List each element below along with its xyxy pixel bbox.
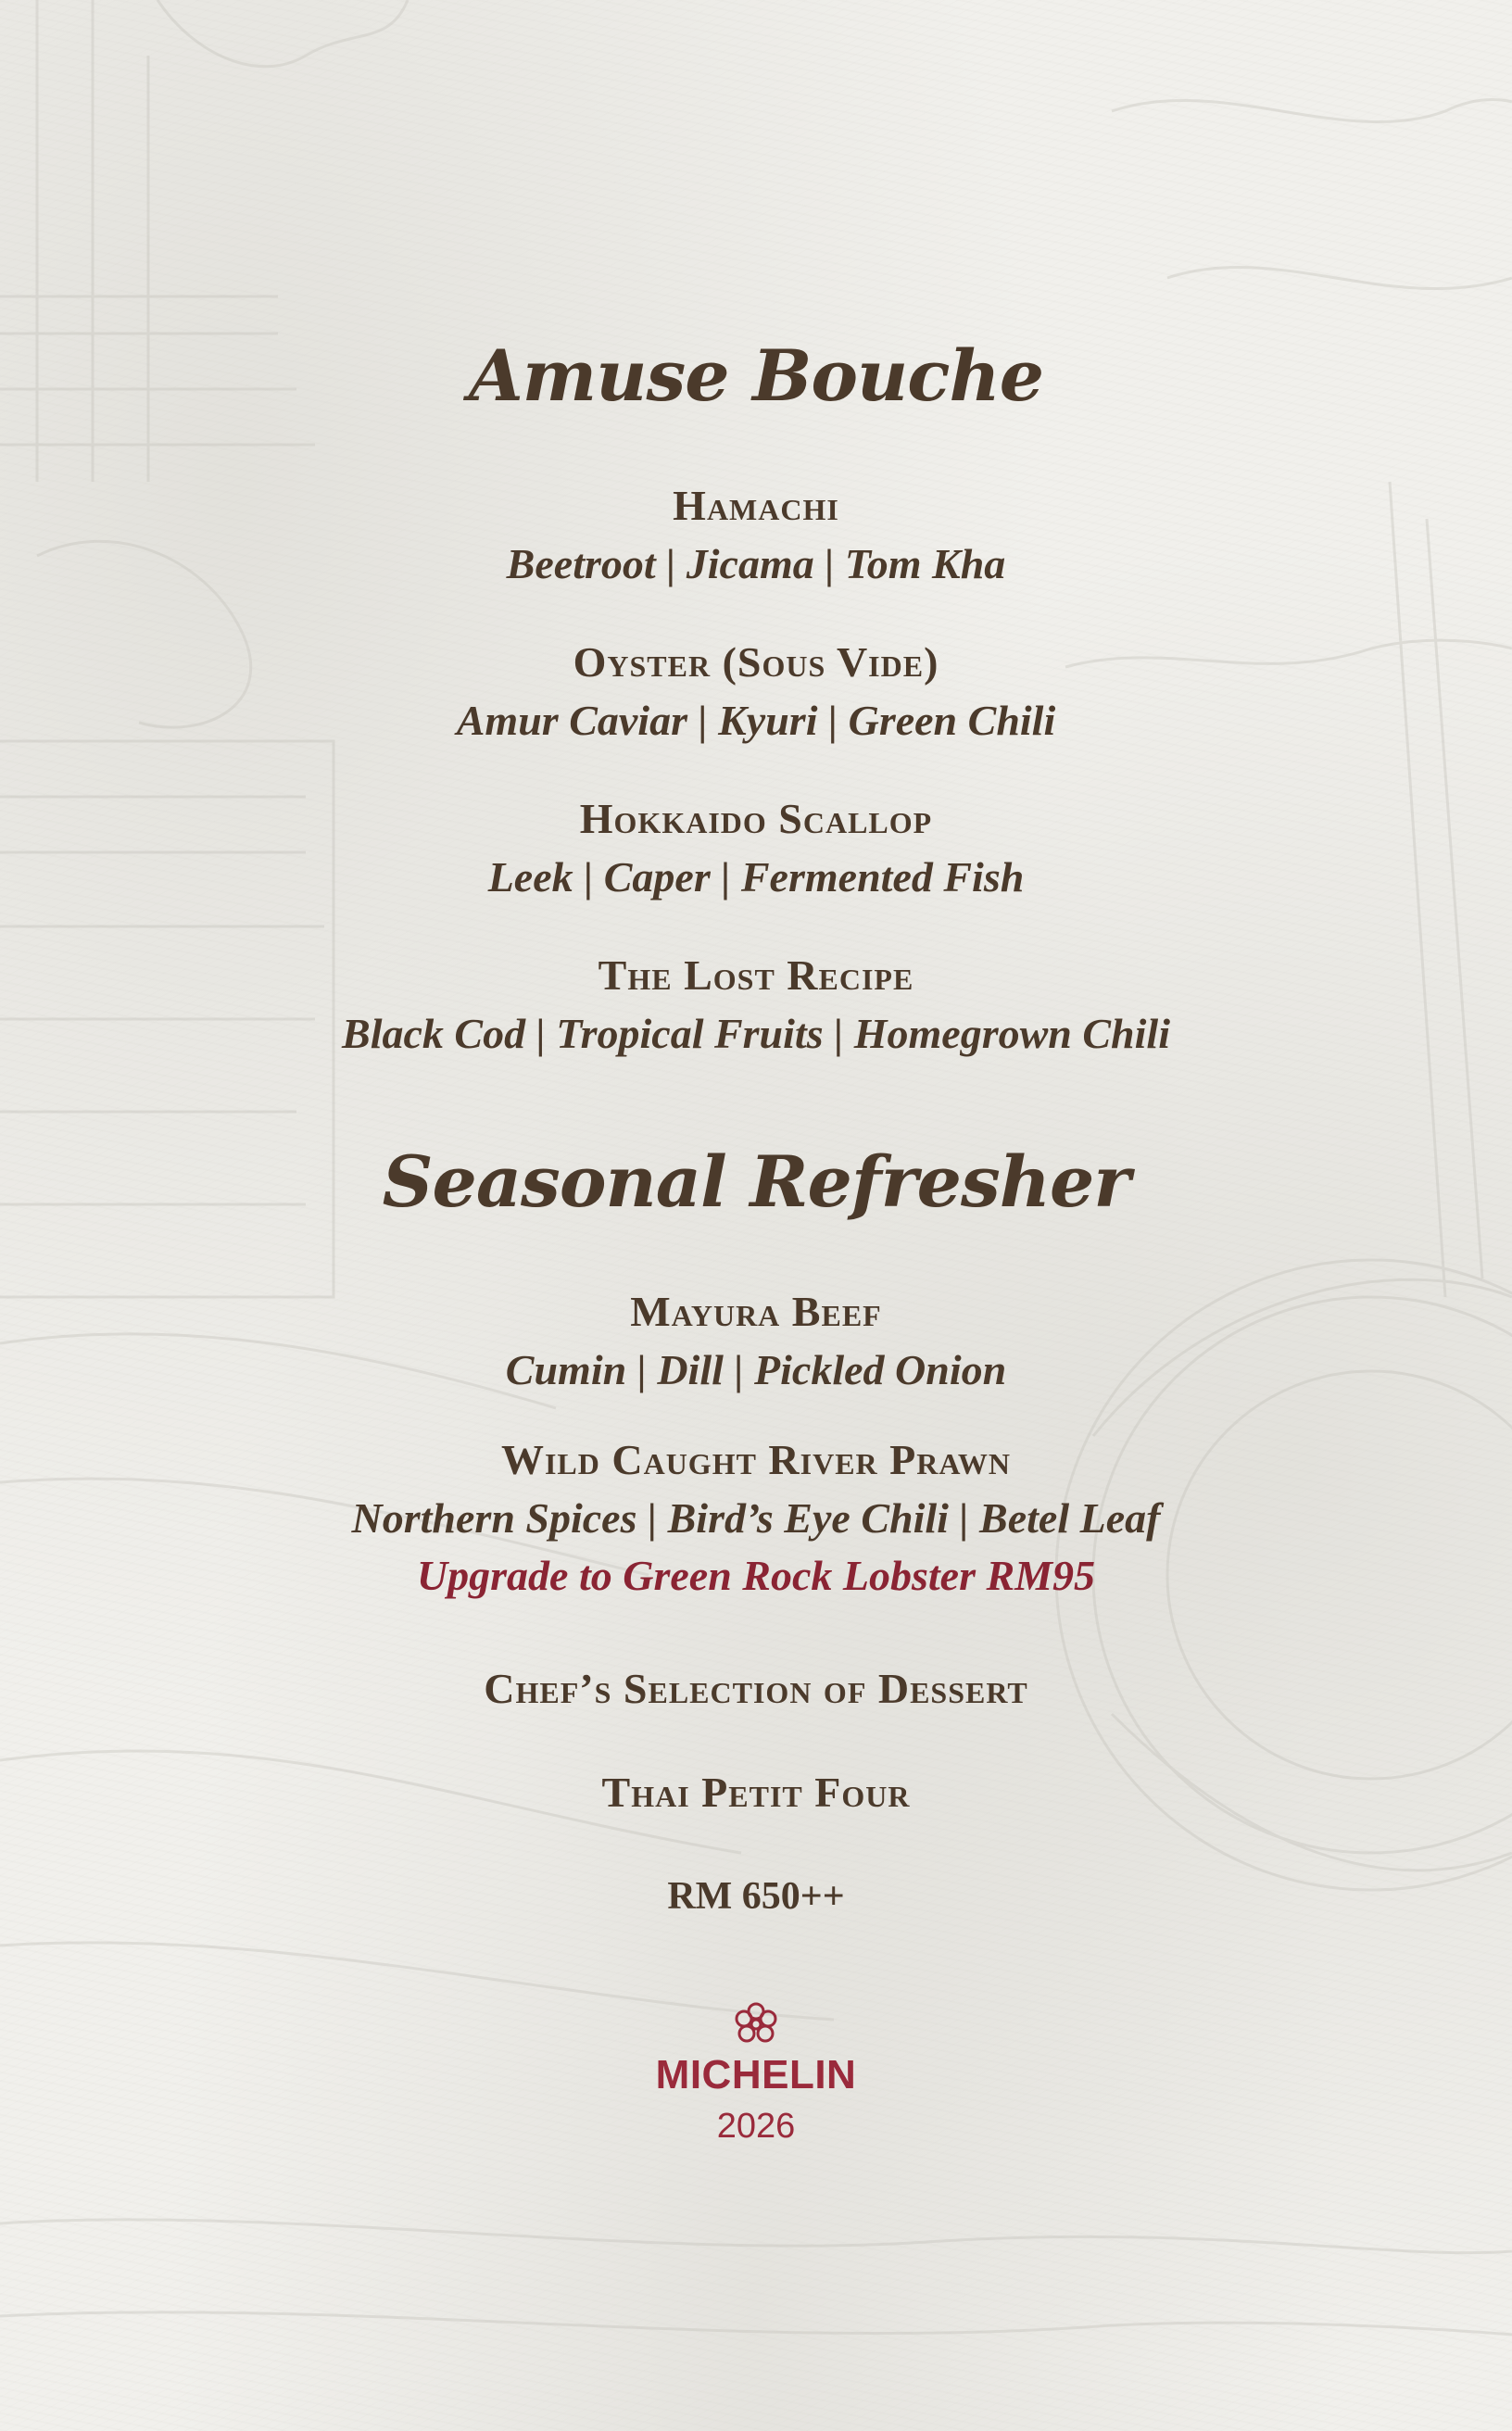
dish-name: The Lost Recipe <box>598 951 914 999</box>
dish-description: Leek | Caper | Fermented Fish <box>487 853 1025 901</box>
dish-description: Northern Spices | Bird’s Eye Chili | Betel Leaf <box>351 1494 1161 1542</box>
michelin-flower-icon <box>732 2001 780 2049</box>
dish-name: Mayura Beef <box>630 1288 882 1335</box>
dish-name: Hokkaido Scallop <box>579 795 933 842</box>
dish-description: Cumin | Dill | Pickled Onion <box>505 1346 1007 1393</box>
menu-price: RM 650++ <box>667 1875 845 1918</box>
dish-name: Wild Caught River Prawn <box>500 1436 1012 1483</box>
michelin-year: 2026 <box>716 2107 796 2146</box>
section-title-seasonal-refresher: Seasonal Refresher <box>382 1140 1130 1223</box>
dish-name: Thai Petit Four <box>601 1769 911 1816</box>
dish-name: Oyster (Sous Vide) <box>573 638 939 686</box>
dish-name: Chef’s Selection of Dessert <box>484 1665 1028 1712</box>
michelin-logo-text: MICHELIN <box>655 2052 857 2097</box>
upgrade-note: Upgrade to Green Rock Lobster RM95 <box>416 1552 1096 1599</box>
dish-name: Hamachi <box>673 482 839 529</box>
dish-description: Black Cod | Tropical Fruits | Homegrown Chili <box>342 1010 1170 1057</box>
dish-description: Amur Caviar | Kyuri | Green Chili <box>456 697 1056 744</box>
dish-description: Beetroot | Jicama | Tom Kha <box>506 540 1006 587</box>
section-title-amuse-bouche: Amuse Bouche <box>468 334 1044 417</box>
